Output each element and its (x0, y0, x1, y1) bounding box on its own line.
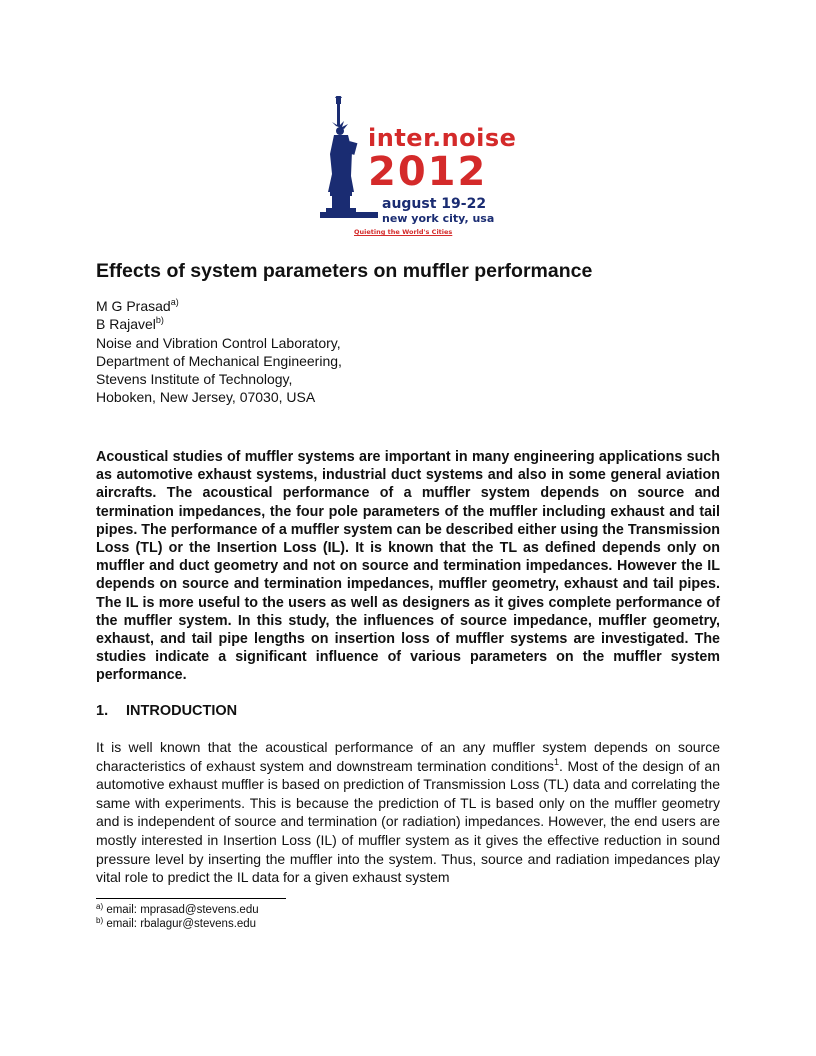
author-1-name: M G Prasad (96, 298, 171, 314)
footnote-divider (96, 898, 286, 899)
logo-line-location: new york city, usa (382, 212, 495, 225)
footnote-b (96, 917, 259, 931)
footnote-a (96, 903, 259, 917)
conference-logo (318, 96, 517, 246)
logo-line-internoise: inter.noise (368, 124, 517, 152)
author-block (96, 297, 342, 407)
footnote-b-mark: b) (96, 916, 104, 925)
reference-mark: 1 (554, 756, 560, 767)
section-heading-introduction (96, 703, 237, 719)
author-2 (96, 315, 342, 333)
logo-tagline: Quieting the World's Cities (354, 228, 453, 236)
footnotes (96, 903, 259, 931)
paper-title: Effects of system parameters on muffler performance (96, 260, 593, 282)
section-title: INTRODUCTION (126, 703, 238, 719)
affiliation-line: Noise and Vibration Control Laboratory, (96, 334, 341, 351)
logo-line-year: 2012 (368, 149, 488, 195)
affiliation-line: Department of Mechanical Engineering, (96, 352, 342, 369)
logo-line-dates: august 19-22 (382, 196, 487, 212)
footnote-a-text: email: mprasad@stevens.edu (103, 904, 259, 916)
author-2-mark: b) (155, 315, 164, 326)
author-2-name: B Rajavel (96, 316, 156, 333)
intro-text-part-1: It is well known that the acoustical performance of an any muffler system depends on source characteristics of exhaust system and downstream termination conditions (96, 739, 720, 774)
intro-text-part-2: . Most of the design of an automotive exhaust muffler is based on prediction of Transmission Loss (TL) data and correlating the same with experiments. This is because the prediction of TL is based only on the muffler geometry and is independent of source and termination (or radiation) impedances. However, the end users are mostly interested in Insertion Loss (IL) of muffler system as it gives the effective reduction in sound pressure level by inserting the muffler into the system. Thus, source and radiation impedances play vital role to predict the IL data for a given exhaust system (96, 757, 720, 886)
affiliation-line: Hoboken, New Jersey, 07030, USA (96, 389, 316, 406)
introduction-paragraph (96, 738, 720, 887)
author-1 (96, 297, 342, 315)
author-1-mark: a) (170, 297, 179, 307)
abstract: Acoustical studies of muffler systems are important in many engineering applications such as automotive exhaust systems, industrial duct systems and also in some general aviation aircrafts. The acoustical performance of a muffler system depends on source and termination impedances, the four pole parameters of the muffler including exhaust and tail pipes. The performance of a muffler system can be described either using the Transmission Loss (TL) or the Insertion Loss (IL). It is known that the TL as defined depends only on muffler and duct geometry and not on source and termination impedances. However the IL depends on source and termination impedances, muffler geometry, exhaust and tail pipes. The IL is more useful to the users as well as designers as it gives complete performance of the muffler system. In this study, the influences of source impedance, muffler geometry, exhaust, and tail pipe lengths on insertion loss of muffler systems are investigated. The studies indicate a significant influence of various parameters on the muffler system performance. (96, 449, 720, 684)
section-number: 1. (96, 703, 109, 719)
footnote-a-mark: a) (96, 902, 104, 911)
affiliation-line: Stevens Institute of Technology, (96, 371, 293, 388)
footnote-b-text: email: rbalagur@stevens.edu (103, 918, 257, 930)
